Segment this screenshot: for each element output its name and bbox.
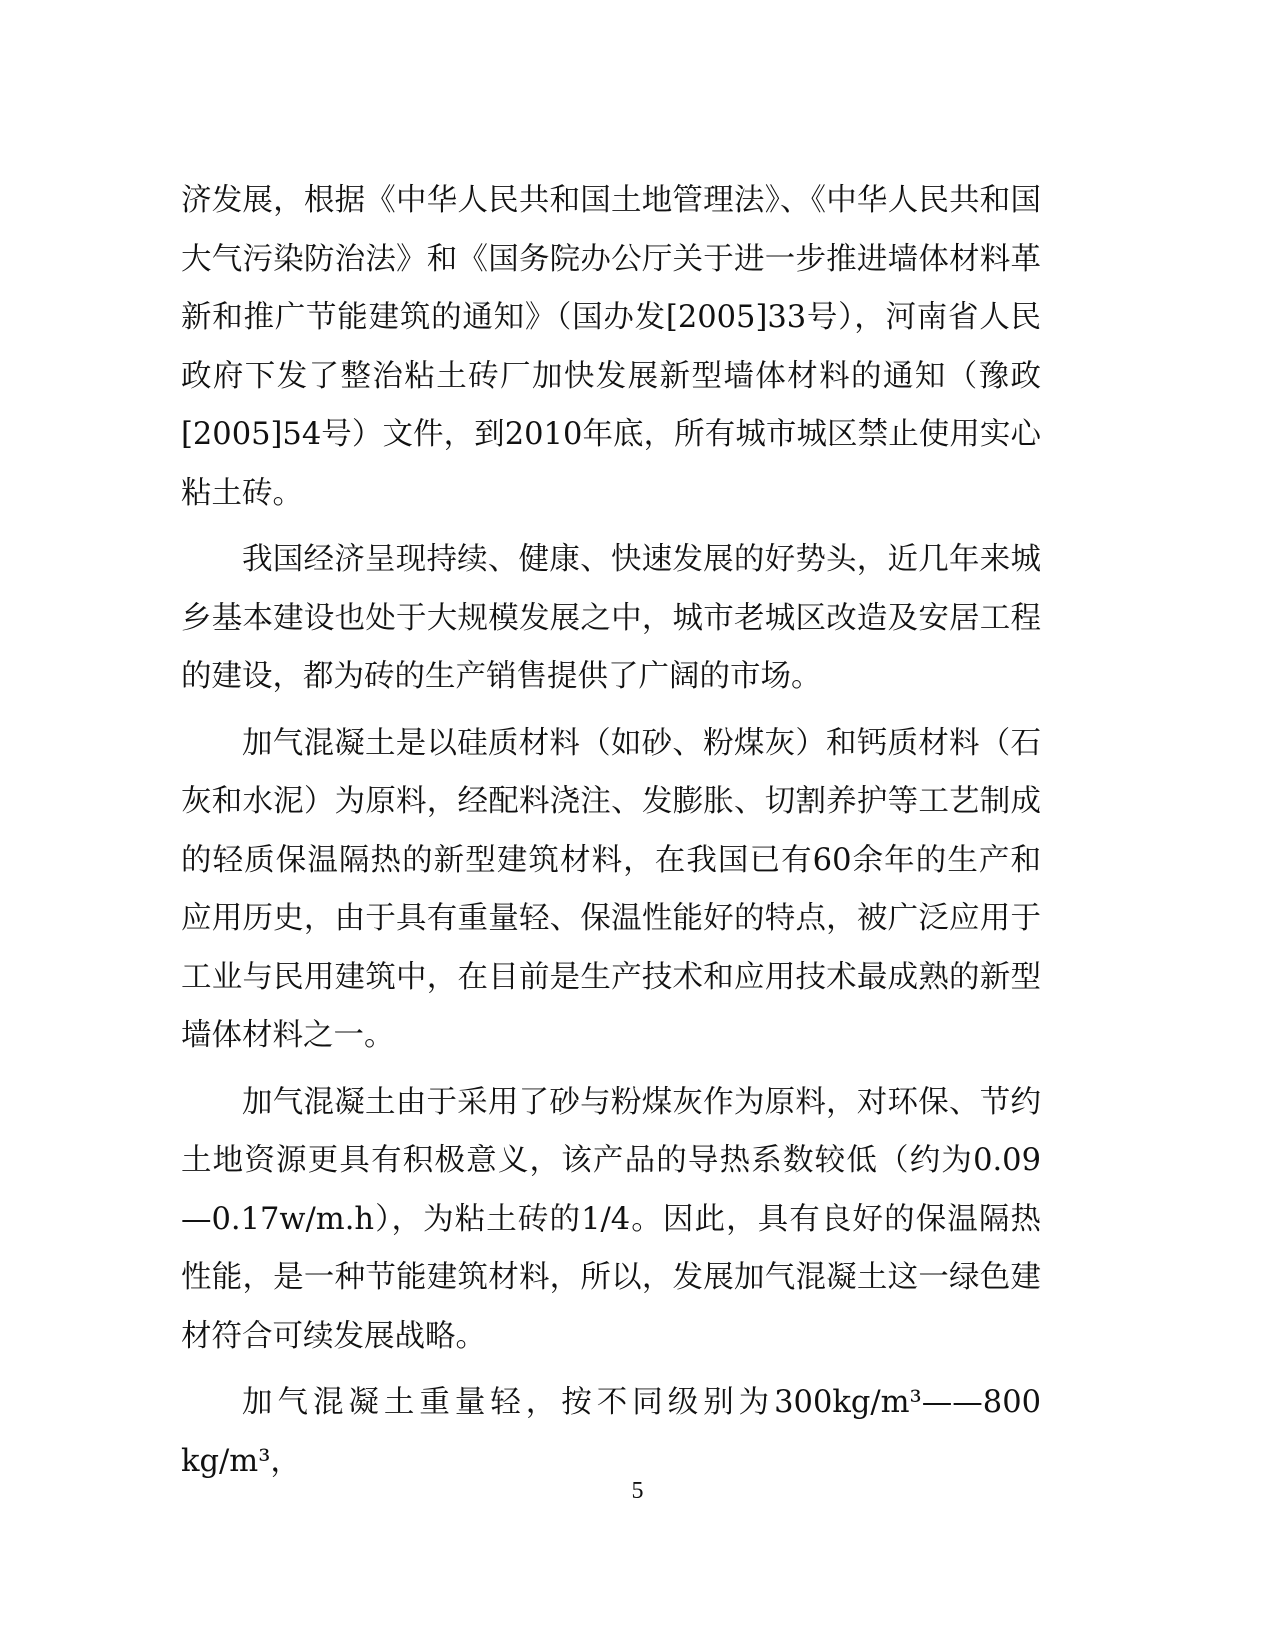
document-body — [181, 172, 1041, 1499]
paragraph-continued: 济发展，根据《中华人民共和国土地管理法》、《中华人民共和国大气污染防治法》和《国务院办公厅关于进一步推进墙体材料革新和推广节能建筑的通知》（国办发[2005]33号），河南省人民政府下发了整治粘土砖厂加快发展新型墙体材料的通知（豫政[2005]54号）文件，到2010年底，所有城市城区禁止使用实心粘土砖。 — [181, 183, 1041, 511]
page-number: 5 — [631, 1478, 644, 1504]
paragraph-aerated-concrete-weight: 加气混凝土重量轻，按不同级别为300kg/m³——800 kg/m³， — [181, 1385, 1041, 1479]
paragraph-aerated-concrete-environment: 加气混凝土由于采用了砂与粉煤灰作为原料，对环保、节约土地资源更具有积极意义，该产品的导热系数较低（约为0.09—0.17w/m.h），为粘土砖的1/4。因此，具有良好的保温隔热性能，是一种节能建筑材料，所以，发展加气混凝土这一绿色建材符合可续发展战略。 — [181, 1084, 1041, 1354]
paragraph-aerated-concrete-definition: 加气混凝土是以硅质材料（如砂、粉煤灰）和钙质材料（石灰和水泥）为原料，经配料浇注、发膨胀、切割养护等工艺制成的轻质保温隔热的新型建筑材料，在我国已有60余年的生产和应用历史，由于具有重量轻、保温性能好的特点，被广泛应用于工业与民用建筑中，在目前是生产技术和应用技术最成熟的新型墙体材料之一。 — [181, 725, 1041, 1053]
paragraph-economy: 我国经济呈现持续、健康、快速发展的好势头，近几年来城乡基本建设也处于大规模发展之中，城市老城区改造及安居工程的建设，都为砖的生产销售提供了广阔的市场。 — [181, 542, 1041, 694]
